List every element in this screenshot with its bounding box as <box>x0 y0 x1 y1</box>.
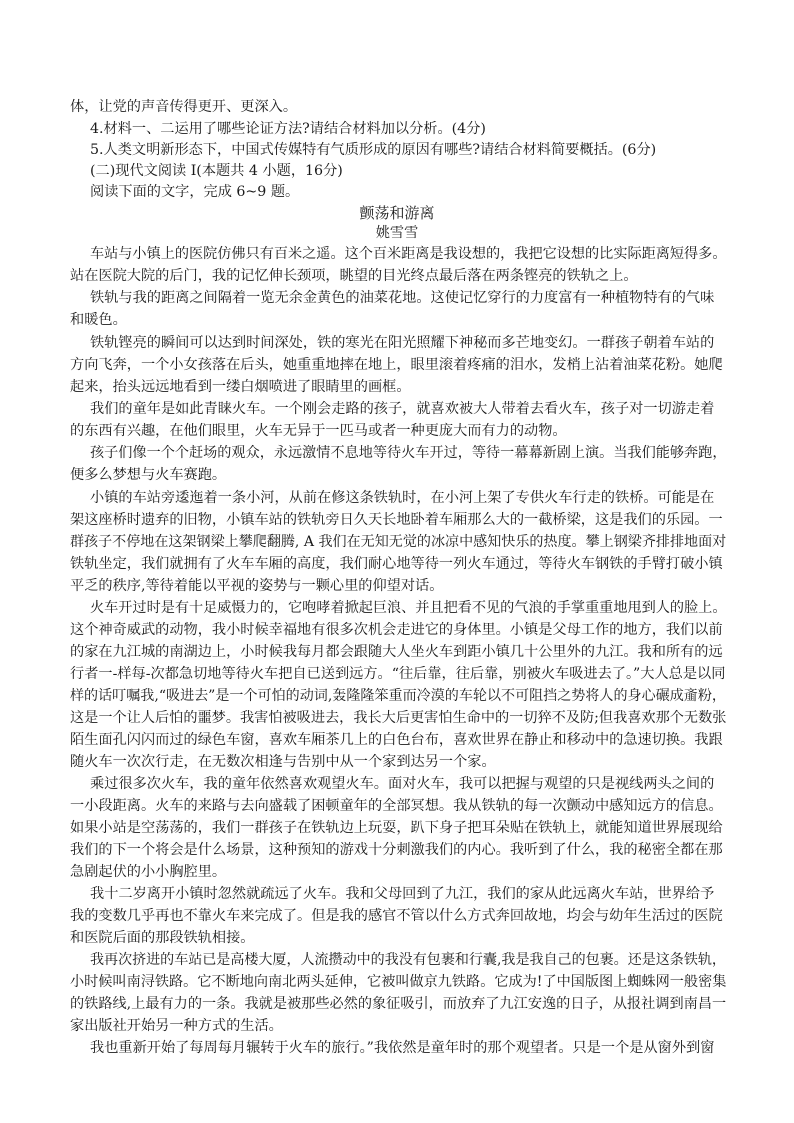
text-line: 架这座桥时遗弃的旧物，小镇车站的铁轨旁日久天长地卧着车厢那么大的一截桥梁，这是我们的乐园。一 <box>70 512 723 528</box>
text-line: 铁轨铿亮的瞬间可以达到时间深处，铁的寒光在阳光照耀下神秘而多芒地变幻。一群孩子朝着车站的 <box>90 335 715 351</box>
text-line: 如果小站是空荡荡的，我们一群孩子在铁轨边上玩耍，趴下身子把耳朵贴在铁轨上，就能知道世界展现给 <box>70 820 723 836</box>
question-5: 5.人类文明新形态下，中国式传媒特有气质形成的原因有哪些?请结合材料简要概括。(6分) <box>90 142 657 158</box>
text-line: 随火车一次次行走，在无数次相逢与告别中从一个家到达另一个家。 <box>70 754 496 770</box>
text-line: 火车开过时是有十足威慑力的，它咆哮着掀起巨浪、并且把看不见的气浪的手掌重重地甩到人的脸上。 <box>90 600 727 616</box>
text-line: 站在医院大院的后门，我的记忆伸长颈项，眺望的目光终点最后落在两条铿亮的铁轨之上。 <box>70 268 638 284</box>
text-line: 我十二岁离开小镇时忽然就疏远了火车。我和父母回到了九江，我们的家从此远离火车站，世界给予 <box>90 886 715 902</box>
text-line: 小时候叫南浔铁路。它不断地向南北两头延伸，它被叫做京九铁路。它成为!了中国版图上蜘蛛网一般密集 <box>70 974 727 990</box>
text-line: 这个神奇威武的动物，我小时候幸福地有很多次机会走进它的身体里。小镇是父母工作的地方，我们以前 <box>70 622 723 638</box>
text-line: 的东西有兴趣，在他们眼里，火车无异于一匹马或者一种更庞大而有力的动物。 <box>70 423 567 439</box>
text-line: 体，让党的声音传得更开、更深入。 <box>70 99 298 115</box>
text-line: 的铁路线,上最有力的一条。我就是被那些必然的象征吸引，而放弃了九江安逸的日子，从报社调到南昌一 <box>70 996 727 1012</box>
instruction-line: 阅读下面的文字，完成 6~9 题。 <box>90 184 300 200</box>
article-author: 姚雪雪 <box>375 225 419 241</box>
text-line: 的家在九江城的南湖边上，小时候我每月都会跟随大人坐火车到距小镇几十公里外的九江。我和所有的远 <box>70 644 723 660</box>
text-line: 铁轨坐定，我们就拥有了火车车厢的高度，我们耐心地等待一列火车通过，等待火车钢铁的手臂打破小镇 <box>70 556 723 572</box>
section-heading: (二)现代文阅读 I(本题共 4 小题，16分) <box>90 163 343 179</box>
text-line: 我的变数几乎再也不靠火车来完成了。但是我的感官不管以什么方式奔回故地，均会与幼年生活过的医院 <box>70 908 723 924</box>
text-line: 一小段距离。火车的来路与去向盛载了困顿童年的全部冥想。我从铁轨的每一次颤动中感知远方的信息。 <box>70 798 723 814</box>
text-line: 小镇的车站旁逶迤着一条小河，从前在修这条铁轨时，在小河上架了专供火车行走的铁桥。可能是在 <box>90 490 715 506</box>
text-line: 我也重新开始了每周每月辗转于火车的旅行。”我依然是童年时的那个观望者。只是一个是从窗外到窗 <box>90 1040 715 1056</box>
text-line: 我再次挤进的车站已是高楼大厦，人流攒动中的我没有包裹和行囊,我是我自己的包裹。还是这条铁轨， <box>90 952 726 968</box>
text-line: 方向飞奔，一个小女孩落在后头，她重重地摔在地上，眼里滚着疼痛的泪水，发梢上沾着油菜花粉。她爬 <box>70 357 723 373</box>
text-line: 平乏的秩序,等待着能以平视的姿势与一颗心里的仰望对话。 <box>70 578 444 594</box>
text-line: 乘过很多次火车，我的童年依然喜欢观望火车。面对火车，我可以把握与观望的只是视线两头之间的 <box>90 776 715 792</box>
text-line: 便多么梦想与火车赛跑。 <box>70 467 227 483</box>
text-line: 群孩子不停地在这架钢梁上攀爬翻腾, A 我们在无知无觉的冰凉中感知快乐的热度。攀上钢梁齐排排地面对 <box>70 534 727 550</box>
question-4: 4.材料一、二运用了哪些论证方法?请结合材料加以分析。(4分) <box>90 121 486 137</box>
article-title: 颤荡和游离 <box>359 204 435 222</box>
text-line: 我们的童年是如此青睐火车。一个刚会走路的孩子，就喜欢被大人带着去看火车，孩子对一切游走着 <box>90 401 715 417</box>
text-line: 和暖色。 <box>70 312 127 328</box>
text-line: 起来，抬头远远地看到一缕白烟喷进了眼睛里的画框。 <box>70 379 411 395</box>
text-line: 这是一个让人后怕的噩梦。我害怕被吸进去，我长大后更害怕生命中的一切猝不及防;但我喜欢那个无数张 <box>70 710 727 726</box>
text-line: 我们的下一个将会是什么场景，这种预知的游戏十分刺激我们的内心。我听到了什么，我的秘密全都在那 <box>70 842 723 858</box>
text-line: 和医院后面的那段铁轨相接。 <box>70 930 255 946</box>
text-line: 铁轨与我的距离之间隔着一览无余金黄色的油菜花地。这使记忆穿行的力度富有一种植物特有的气味 <box>90 290 715 306</box>
text-line: 行者一-样每-次都急切地等待火车把自已送到远方。“往后靠，往后靠，别被火车吸进去了。”大人总是以同 <box>70 666 726 682</box>
text-line: 急剧起伏的小小胸腔里。 <box>70 864 227 880</box>
text-line: 家出版社开始另一种方式的生活。 <box>70 1018 283 1034</box>
text-line: 陌生面孔闪闪而过的绿色车窗，喜欢车厢茶几上的白色台布，喜欢世界在静止和移动中的急速切换。我跟 <box>70 732 723 748</box>
text-line: 车站与小镇上的医院仿佛只有百米之遥。这个百米距离是我设想的，我把它设想的比实际距离短得多。 <box>90 246 727 262</box>
text-line: 孩子们像一个个赶场的观众，永远激情不息地等待火车开过，等待一幕幕新剧上演。当我们能够奔跑， <box>90 445 727 461</box>
text-line: 样的话叮嘱我,“吸进去”是一个可怕的动词,轰隆隆笨重而冷漠的车轮以不可阻挡之势将人的身心碾成齑粉， <box>70 688 726 704</box>
